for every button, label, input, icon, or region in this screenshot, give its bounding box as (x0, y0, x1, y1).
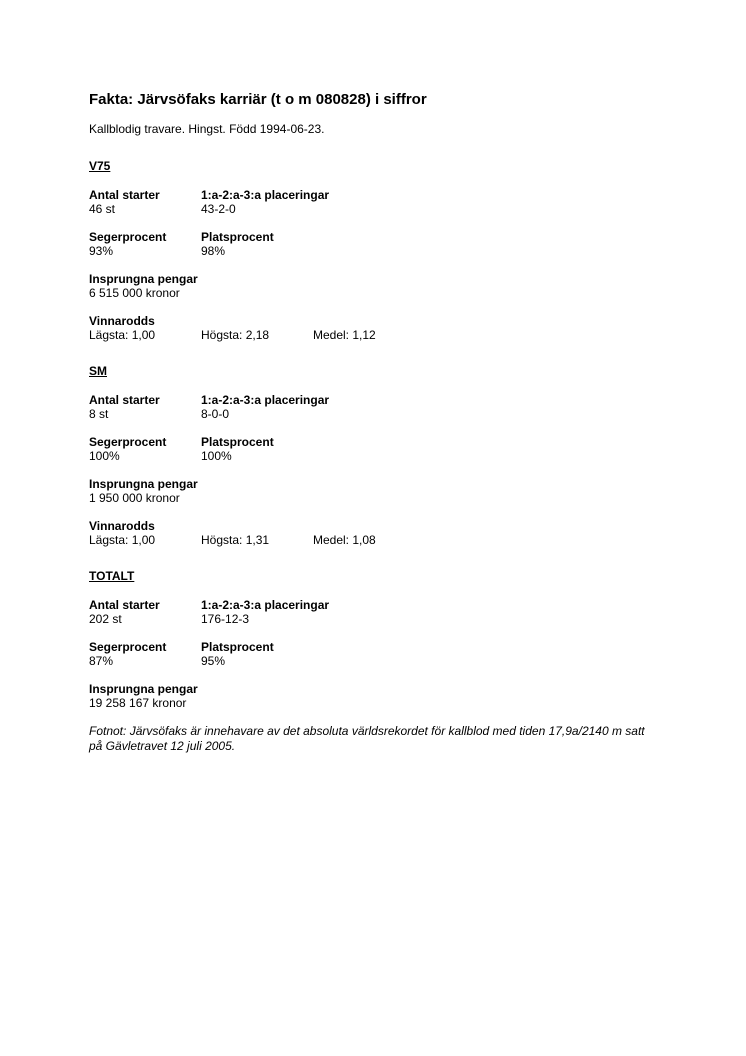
starts-block (89, 598, 689, 626)
win-pct-value: 100% (89, 449, 120, 463)
section-totalt (89, 569, 689, 710)
earnings-label: Insprungna pengar (89, 477, 198, 491)
earnings-label: Insprungna pengar (89, 272, 198, 286)
odds-avg: Medel: 1,08 (313, 533, 376, 547)
earnings-value: 19 258 167 kronor (89, 696, 187, 710)
odds-high: Högsta: 2,18 (201, 328, 270, 342)
win-pct-label: Segerprocent (89, 435, 167, 449)
percent-block (89, 435, 689, 463)
odds-high: Högsta: 1,31 (201, 533, 270, 547)
earnings-block (89, 272, 689, 300)
placings-label: 1:a-2:a-3:a placeringar (201, 598, 330, 612)
odds-block (89, 314, 689, 342)
footnote: Fotnot: Järvsöfaks är innehavare av det absoluta världsrekordet för kallblod med tiden 17,9a/2140 m satt på Gävletravet 12 juli 2005. (89, 724, 645, 753)
place-pct-label: Platsprocent (201, 640, 274, 654)
placings-value: 43-2-0 (201, 202, 236, 216)
odds-avg: Medel: 1,12 (313, 328, 376, 342)
section-sm (89, 364, 689, 547)
starts-label: Antal starter (89, 188, 160, 202)
percent-block (89, 230, 689, 258)
earnings-block (89, 682, 689, 710)
earnings-value: 1 950 000 kronor (89, 491, 180, 505)
win-pct-label: Segerprocent (89, 230, 167, 244)
starts-value: 202 st (89, 612, 122, 626)
win-pct-label: Segerprocent (89, 640, 167, 654)
earnings-label: Insprungna pengar (89, 682, 198, 696)
starts-block (89, 393, 689, 421)
starts-value: 46 st (89, 202, 116, 216)
placings-label: 1:a-2:a-3:a placeringar (201, 393, 330, 407)
place-pct-label: Platsprocent (201, 230, 274, 244)
odds-low: Lägsta: 1,00 (89, 533, 156, 547)
place-pct-value: 98% (201, 244, 226, 258)
win-pct-value: 87% (89, 654, 114, 668)
document-title: Fakta: Järvsöfaks karriär (t o m 080828) i siffror (89, 91, 427, 108)
odds-block (89, 519, 689, 547)
odds-label: Vinnarodds (89, 314, 155, 328)
place-pct-value: 95% (201, 654, 226, 668)
starts-value: 8 st (89, 407, 109, 421)
win-pct-value: 93% (89, 244, 114, 258)
section-heading: TOTALT (89, 569, 135, 583)
starts-label: Antal starter (89, 598, 160, 612)
percent-block (89, 640, 689, 668)
place-pct-value: 100% (201, 449, 232, 463)
earnings-value: 6 515 000 kronor (89, 286, 180, 300)
section-heading: V75 (89, 159, 111, 173)
starts-block (89, 188, 689, 216)
starts-label: Antal starter (89, 393, 160, 407)
section-heading: SM (89, 364, 107, 378)
earnings-block (89, 477, 689, 505)
section-v75 (89, 159, 689, 342)
document-subtitle: Kallblodig travare. Hingst. Född 1994-06-23. (89, 122, 325, 136)
odds-low: Lägsta: 1,00 (89, 328, 156, 342)
place-pct-label: Platsprocent (201, 435, 274, 449)
document-page (89, 90, 689, 766)
odds-label: Vinnarodds (89, 519, 155, 533)
placings-value: 176-12-3 (201, 612, 250, 626)
placings-value: 8-0-0 (201, 407, 230, 421)
placings-label: 1:a-2:a-3:a placeringar (201, 188, 330, 202)
